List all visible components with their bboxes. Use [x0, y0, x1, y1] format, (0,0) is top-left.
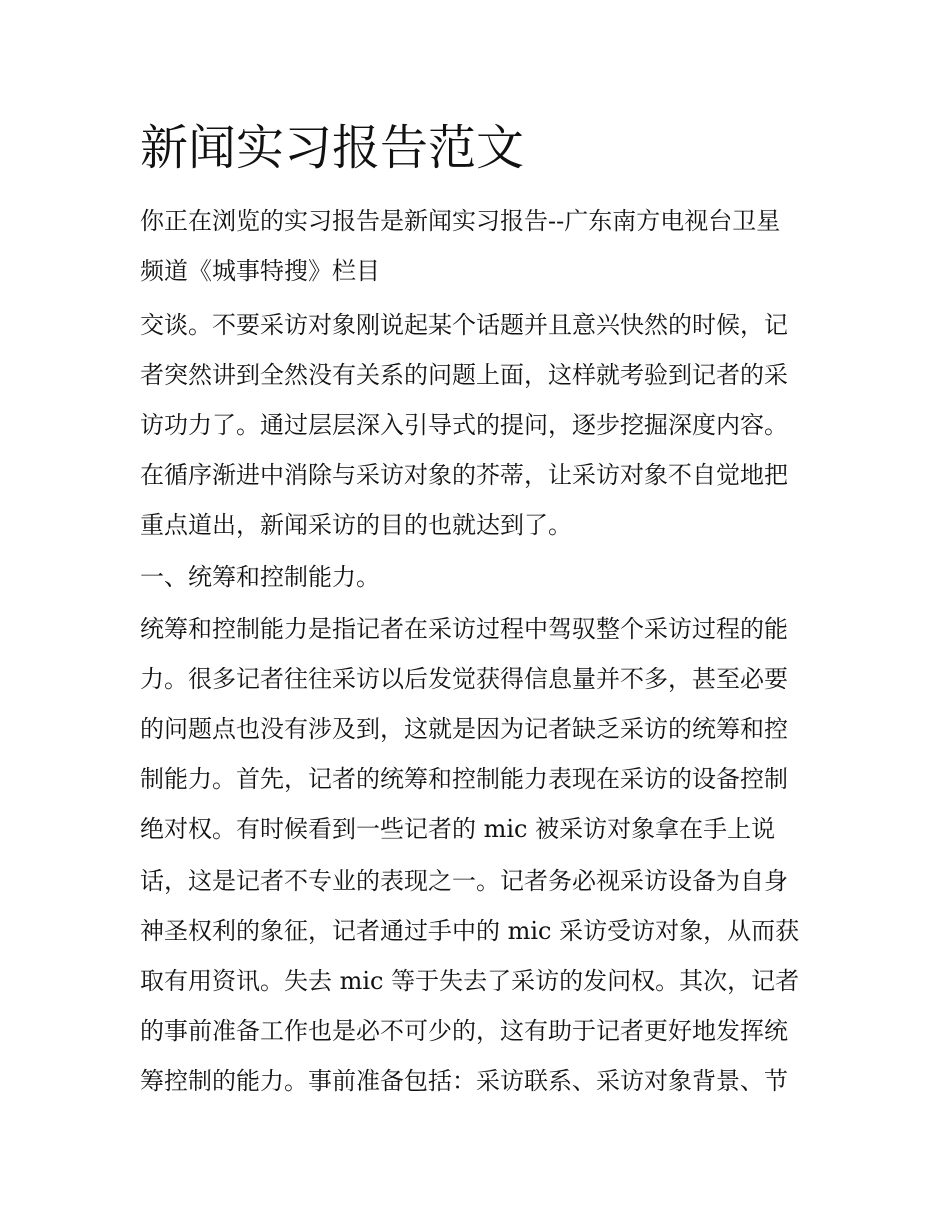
- section-heading: 一、统筹和控制能力。: [140, 563, 380, 591]
- paragraph-line: 话，这是记者不专业的表现之一。记者务必视采访设备为自身: [140, 867, 788, 895]
- paragraph-line: 制能力。首先，记者的统筹和控制能力表现在采访的设备控制: [140, 765, 788, 793]
- paragraph-line: 筹控制的能力。事前准备包括：采访联系、采访对象背景、节: [140, 1067, 788, 1095]
- paragraph-line: 交谈。不要采访对象刚说起某个话题并且意兴快然的时候，记: [140, 311, 788, 339]
- paragraph-line: 重点道出，新闻采访的目的也就达到了。: [140, 511, 572, 539]
- paragraph-line: 在循序渐进中消除与采访对象的芥蒂，让采访对象不自觉地把: [140, 461, 788, 489]
- intro-line-2: 频道《城事特搜》栏目: [140, 257, 380, 285]
- intro-line-1: 你正在浏览的实习报告是新闻实习报告--广东南方电视台卫星: [140, 207, 781, 235]
- paragraph-line: 取有用资讯。失去 mic 等于失去了采访的发问权。其次，记者: [140, 967, 800, 995]
- paragraph-line: 统筹和控制能力是指记者在采访过程中驾驭整个采访过程的能: [140, 615, 788, 643]
- paragraph-line: 绝对权。有时候看到一些记者的 mic 被采访对象拿在手上说: [140, 815, 776, 843]
- paragraph-line: 访功力了。通过层层深入引导式的提问，逐步挖掘深度内容。: [140, 411, 788, 439]
- paragraph-line: 者突然讲到全然没有关系的问题上面，这样就考验到记者的采: [140, 361, 788, 389]
- paragraph-line: 的问题点也没有涉及到，这就是因为记者缺乏采访的统筹和控: [140, 715, 788, 743]
- paragraph-line: 神圣权利的象征，记者通过手中的 mic 采访受访对象，从而获: [140, 917, 800, 945]
- paragraph-line: 力。很多记者往往采访以后发觉获得信息量并不多，甚至必要: [140, 665, 788, 693]
- document-title: 新闻实习报告范文: [140, 120, 525, 176]
- paragraph-line: 的事前准备工作也是必不可少的，这有助于记者更好地发挥统: [140, 1017, 788, 1045]
